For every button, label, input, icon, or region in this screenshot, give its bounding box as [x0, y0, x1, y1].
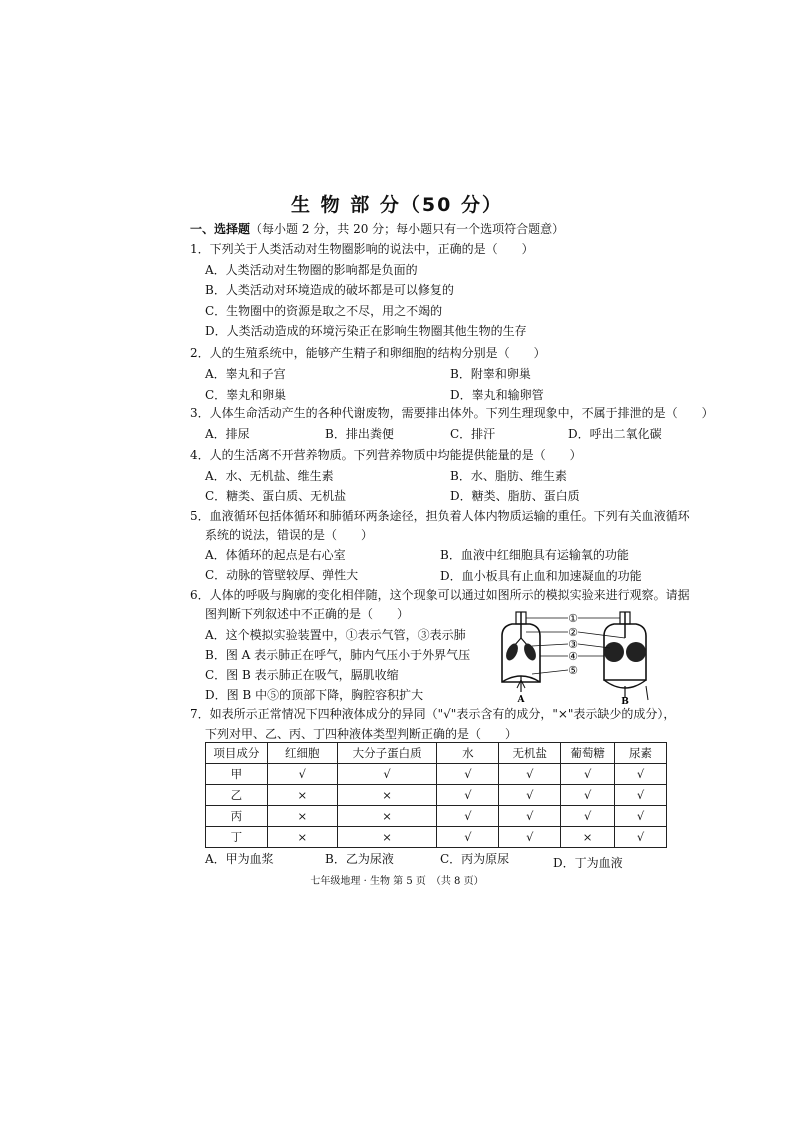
table-cell: √ [437, 806, 499, 827]
q6-option-a: A．这个模拟实验装置中，①表示气管，③表示肺 [205, 628, 466, 642]
section-heading-line [190, 221, 564, 237]
q2-stem: 2．人的生殖系统中，能够产生精子和卵细胞的结构分别是（ ） [190, 346, 546, 360]
q7-stem-line2: 下列对甲、乙、丙、丁四种液体类型判断正确的是（ ） [205, 727, 518, 741]
jar-a [502, 612, 540, 692]
table-cell: × [561, 827, 615, 848]
q6-option-d: D．图 B 中⑤的顶部下降，胸腔容积扩大 [205, 688, 424, 702]
q4-option-c: C．糖类、蛋白质、无机盐 [205, 489, 347, 503]
q6-stem-line1: 6．人体的呼吸与胸廓的变化相伴随，这个现象可以通过如图所示的模拟实验来进行观察。请据 [190, 588, 690, 602]
q4-option-d: D．糖类、脂肪、蛋白质 [450, 489, 580, 503]
label-2: ② [568, 626, 578, 639]
q6-option-b: B．图 A 表示肺正在呼气，肺内气压小于外界气压 [205, 648, 471, 662]
page-title: 生 物 部 分（50 分） [291, 194, 503, 216]
table-cell: √ [561, 806, 615, 827]
q1-option-c: C．生物圈中的资源是取之不尽，用之不竭的 [205, 304, 443, 318]
q3-option-c: C．排汗 [450, 427, 496, 441]
q3-stem: 3．人体生命活动产生的各种代谢废物，需要排出体外。下列生理现象中，不属于排泄的是（ ） [190, 406, 714, 420]
q5-option-d: D．血小板具有止血和加速凝血的功能 [440, 569, 642, 583]
table-cell: × [267, 785, 337, 806]
q4-stem: 4．人的生活离不开营养物质。下列营养物质中均能提供能量的是（ ） [190, 448, 582, 462]
q7-option-c: C．丙为原尿 [440, 852, 510, 866]
jar-b [604, 612, 648, 700]
caption-a: A [517, 695, 525, 705]
q5-option-b: B．血液中红细胞具有运输氧的功能 [440, 548, 629, 562]
label-5: ⑤ [568, 664, 578, 677]
table-cell: √ [561, 764, 615, 785]
fluid-composition-table [205, 742, 667, 848]
q6-stem-line2: 图判断下列叙述中不正确的是（ ） [205, 607, 410, 621]
table-cell: × [267, 827, 337, 848]
q7-option-a: A．甲为血浆 [205, 852, 274, 866]
table-row [206, 785, 667, 806]
q3-option-d: D．呼出二氧化碳 [568, 427, 662, 441]
section-note: （每小题 2 分，共 20 分；每小题只有一个选项符合题意） [250, 222, 565, 236]
table-cell: √ [561, 785, 615, 806]
q4-option-a: A．水、无机盐、维生素 [205, 469, 334, 483]
q5-option-a: A．体循环的起点是右心室 [205, 548, 346, 562]
table-cell: 乙 [206, 785, 268, 806]
q2-option-c: C．睾丸和卵巢 [205, 388, 287, 402]
table-cell: × [337, 827, 437, 848]
q7-stem-line1: 7．如表所示正常情况下四种液体成分的异同（"√"表示含有的成分，"×"表示缺少的成分）， [190, 707, 676, 721]
table-cell: × [337, 785, 437, 806]
table-row [206, 806, 667, 827]
q1-option-d: D．人类活动造成的环境污染正在影响生物圈其他生物的生存 [205, 324, 527, 338]
page-footer: 七年级地理 · 生物 第 5 页 （共 8 页） [310, 876, 484, 887]
label-1: ① [568, 612, 578, 625]
table-header-cell: 大分子蛋白质 [337, 743, 437, 764]
q7-option-d: D．丁为血液 [553, 856, 623, 870]
section-heading: 一、选择题 [190, 222, 251, 236]
q6-option-c: C．图 B 表示肺正在吸气，膈肌收缩 [205, 668, 399, 682]
table-header-cell: 水 [437, 743, 499, 764]
q2-option-b: B．附睾和卵巢 [450, 367, 531, 381]
table-cell: √ [337, 764, 437, 785]
table-cell: √ [499, 827, 561, 848]
table-cell: 丁 [206, 827, 268, 848]
label-4: ④ [568, 650, 578, 663]
q5-option-c: C．动脉的管壁较厚、弹性大 [205, 568, 359, 582]
table-header-cell: 无机盐 [499, 743, 561, 764]
table-header-row [206, 743, 667, 764]
table-cell: √ [437, 785, 499, 806]
q5-stem-line2: 系统的说法，错误的是（ ） [205, 528, 374, 542]
q2-option-d: D．睾丸和输卵管 [450, 388, 544, 402]
table-cell: √ [615, 806, 667, 827]
q1-option-b: B．人类活动对环境造成的破坏都是可以修复的 [205, 283, 454, 297]
table-header-cell: 葡萄糖 [561, 743, 615, 764]
label-3: ③ [568, 638, 578, 651]
table-cell: √ [499, 785, 561, 806]
table-row [206, 827, 667, 848]
table-cell: × [267, 806, 337, 827]
q2-option-a: A．睾丸和子宫 [205, 367, 286, 381]
q1-option-a: A．人类活动对生物圈的影响都是负面的 [205, 263, 418, 277]
q7-option-b: B．乙为尿液 [325, 852, 394, 866]
q3-option-a: A．排尿 [205, 427, 250, 441]
table-cell: √ [615, 764, 667, 785]
table-header-cell: 尿素 [615, 743, 667, 764]
table-cell: √ [499, 806, 561, 827]
q5-stem-line1: 5．血液循环包括体循环和肺循环两条途径，担负着人体内物质运输的重任。下列有关血液循环 [190, 509, 690, 523]
table-cell: 甲 [206, 764, 268, 785]
q1-stem: 1．下列关于人类活动对生物圈影响的说法中，正确的是（ ） [190, 242, 534, 256]
table-row [206, 764, 667, 785]
table-header-cell: 项目成分 [206, 743, 268, 764]
q3-option-b: B．排出粪便 [325, 427, 394, 441]
table-cell: 丙 [206, 806, 268, 827]
q4-option-b: B．水、脂肪、维生素 [450, 469, 567, 483]
table-cell: × [337, 806, 437, 827]
caption-b: B [621, 697, 629, 705]
table-cell: √ [437, 764, 499, 785]
table-cell: √ [615, 785, 667, 806]
table-cell: √ [437, 827, 499, 848]
table-cell: √ [499, 764, 561, 785]
table-header-cell: 红细胞 [267, 743, 337, 764]
breathing-model-diagram [492, 610, 662, 705]
table-cell: √ [615, 827, 667, 848]
table-cell: √ [267, 764, 337, 785]
